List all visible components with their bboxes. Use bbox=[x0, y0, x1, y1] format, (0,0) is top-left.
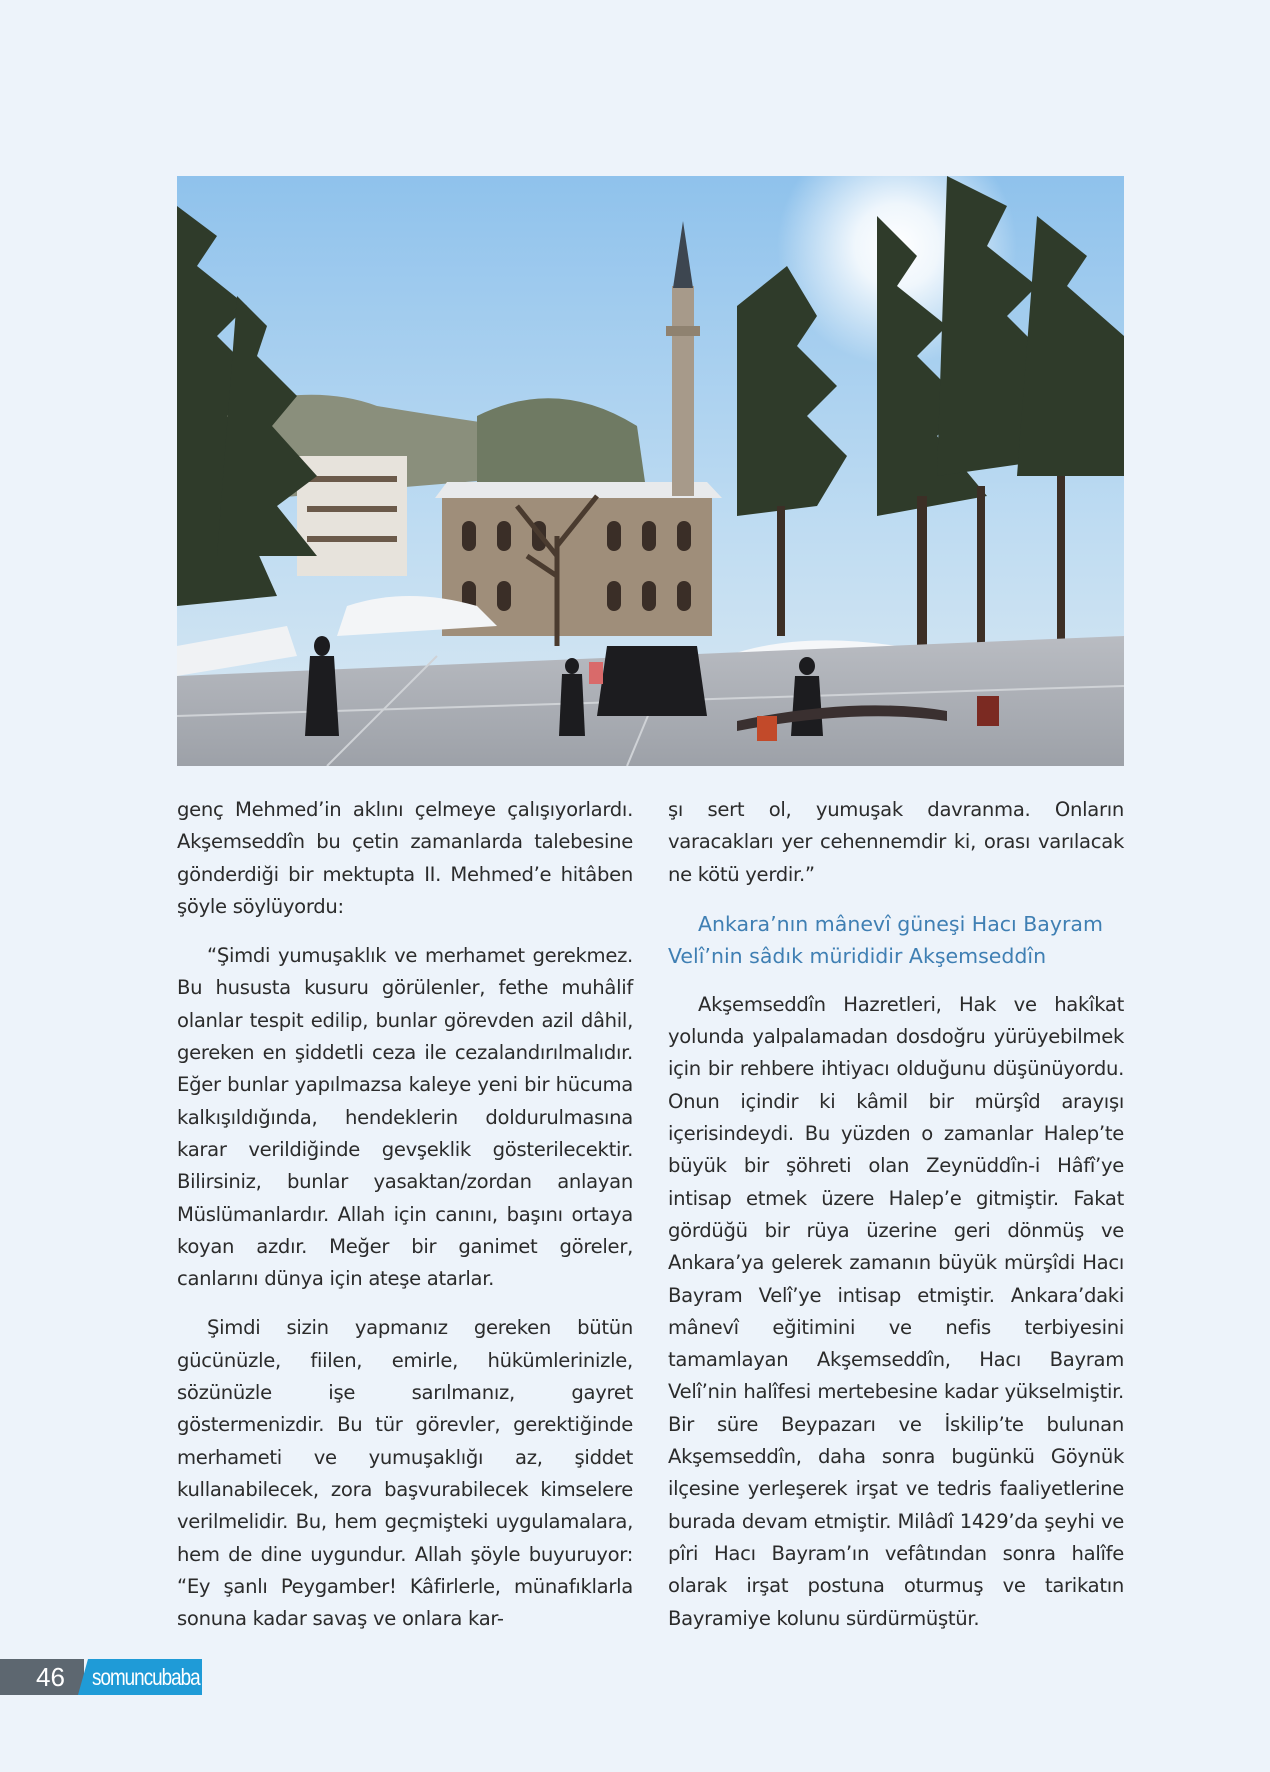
left-paragraph-3: Şimdi sizin yapmanız gereken bütün gücünüzle, fiilen, emirle, hükümlerinizle, sözünüzle işe sarılmanız, gayret göstermenizdir. Bu tür görevler, gerektiğinde merhameti ve yumuşaklığı az, şiddet kullanabilecek, zora başvurabilecek kimselere verilmelidir. Bu, hem geçmişteki uygulamalara, hem de dine uygundur. Allah şöyle buyuruyor: “Ey şanlı Peygamber! Kâfirlerle, münafıklarla sonuna kadar savaş ve onlara kar- bbox=[177, 1316, 633, 1631]
page-footer bbox=[0, 1659, 210, 1695]
mosque-photo bbox=[177, 176, 1124, 766]
right-paragraph-1: şı sert ol, yumuşak davranma. Onların varacakları yer cehennemdir ki, orası varılacak ne kötü yerdir.” bbox=[668, 798, 1124, 886]
left-paragraph-2: “Şimdi yumuşaklık ve merhamet gerekmez. Bu hususta kusuru görülenler, fethe muhâlif olanlar tespit edilip, bunlar görevden azil dâhil, gereken en şiddetli ceza ile cezalandırılmalıdır. Eğer bunlar yapılmazsa kaleye yeni bir hücuma kalkışıldığında, hendeklerin doldurulmasına karar verildiğinde gevşeklik gösterilecektir. Bilirsiniz, bunlar yasaktan/zordan anlayan Müslümanlardır. Allah için canını, başını ortaya koyan azdır. Meğer bir ganimet göreler, canlarını dünya için ateşe atarlar. bbox=[177, 944, 633, 1291]
left-column bbox=[177, 794, 633, 1652]
mosque-photo-illustration bbox=[177, 176, 1124, 766]
left-paragraph-1: genç Mehmed’in aklını çelmeye çalışıyorlardı. Akşemseddîn bu çetin zamanlarda talebesine gönderdiği bir mektupta II. Mehmed’e hitâben şöyle söylüyordu: bbox=[177, 798, 633, 918]
right-column bbox=[668, 794, 1124, 1652]
section-subheading: Ankara’nın mânevî güneşi Hacı Bayram Velî’nin sâdık mürididir Akşemseddîn bbox=[668, 911, 1103, 968]
page-number: 46 bbox=[36, 1662, 65, 1692]
brand-logo-text: somuncubaba bbox=[92, 1664, 200, 1690]
right-paragraph-2: Akşemseddîn Hazretleri, Hak ve hakîkat yolunda yalpalamadan dosdoğru yürüyebilmek için bir rehbere ihtiyacı olduğunu düşünüyordu. Onun içindir ki kâmil bir mürşîd arayışı içerisindeydi. Bu yüzden o zamanlar Halep’te büyük bir şöhreti olan Zeynüddîn-i Hâfî’ye intisap etmek üzere Halep’e gitmiştir. Fakat gördüğü bir rüya üzerine geri dönmüş ve Ankara’ya gelerek zamanın büyük mürşîdi Hacı Bayram Velî’ye intisap etmiştir. Ankara’daki mânevî eğitimini ve nefis terbiyesini tamamlayan Akşemseddîn, Hacı Bayram Velî’nin halîfesi mertebesine kadar yükselmiştir. Bir süre Beypazarı ve İskilip’te bulunan Akşemseddîn, daha sonra bugünkü Göynük ilçesine yerleşerek irşat ve tedris faaliyetlerine burada devam etmiştir. Milâdî 1429’da şeyhi ve pîri Hacı Bayram’ın vefâtından sonra halîfe olarak irşat postuna oturmuş ve tarikatın Bayramiye kolunu sürdürmüştür. bbox=[668, 992, 1124, 1630]
